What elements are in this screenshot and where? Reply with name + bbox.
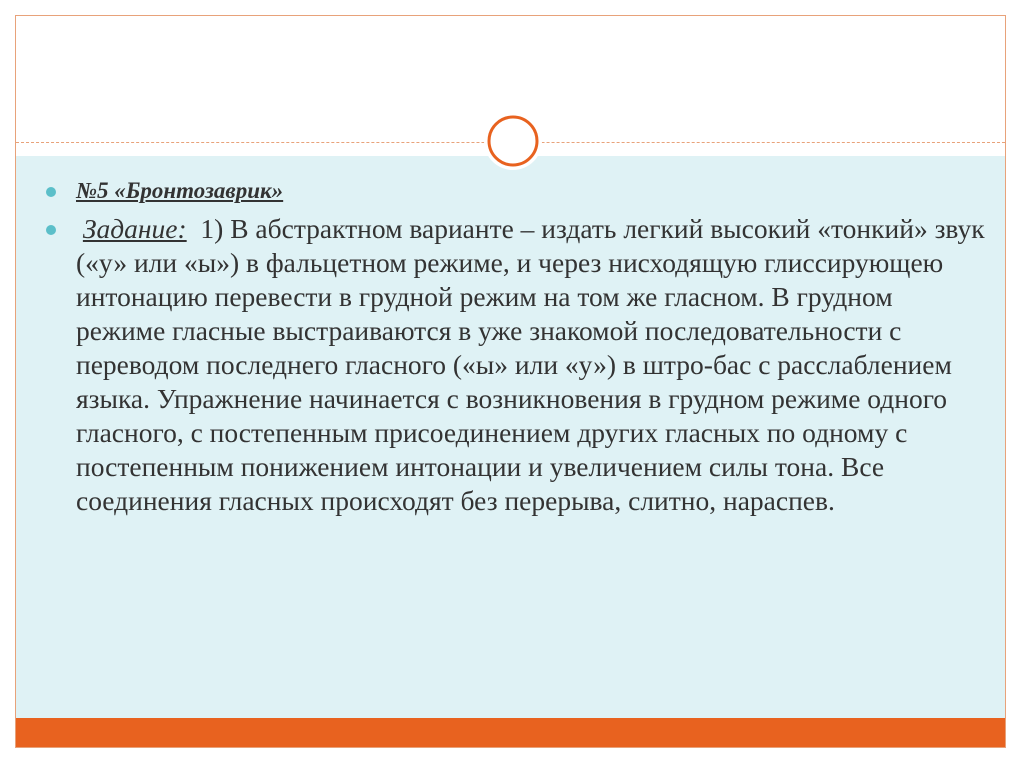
exercise-title: №5 «Бронтозаврик» bbox=[76, 178, 284, 203]
bullet-list bbox=[16, 16, 1005, 747]
slide bbox=[15, 15, 1006, 748]
bullet-dot-icon bbox=[46, 225, 56, 235]
task-paragraph bbox=[76, 212, 988, 518]
task-text: 1) В абстрактном варианте – издать легкий высокий «тонкий» звук («у» или «ы») в фальцетном режиме, и через нисходящую глиссирующею интонацию перевести в грудной режим на том же гласном. В грудном режиме гласные выстраиваются в уже знакомой последовательности с переводом последнего гласного («ы» или «у») в штро-бас с расслаблением языка. Упражнение начинается с возникновения в грудном режиме одного гласного, с постепенным присоединением других гласных по одному с постепенным понижением интонации и увеличением силы тона. Все соединения гласных происходят без перерыва, слитно, нараспев. bbox=[76, 213, 985, 516]
bullet-title bbox=[76, 177, 988, 205]
bullet-dot-icon bbox=[46, 187, 56, 197]
task-label: Задание: bbox=[82, 213, 187, 244]
